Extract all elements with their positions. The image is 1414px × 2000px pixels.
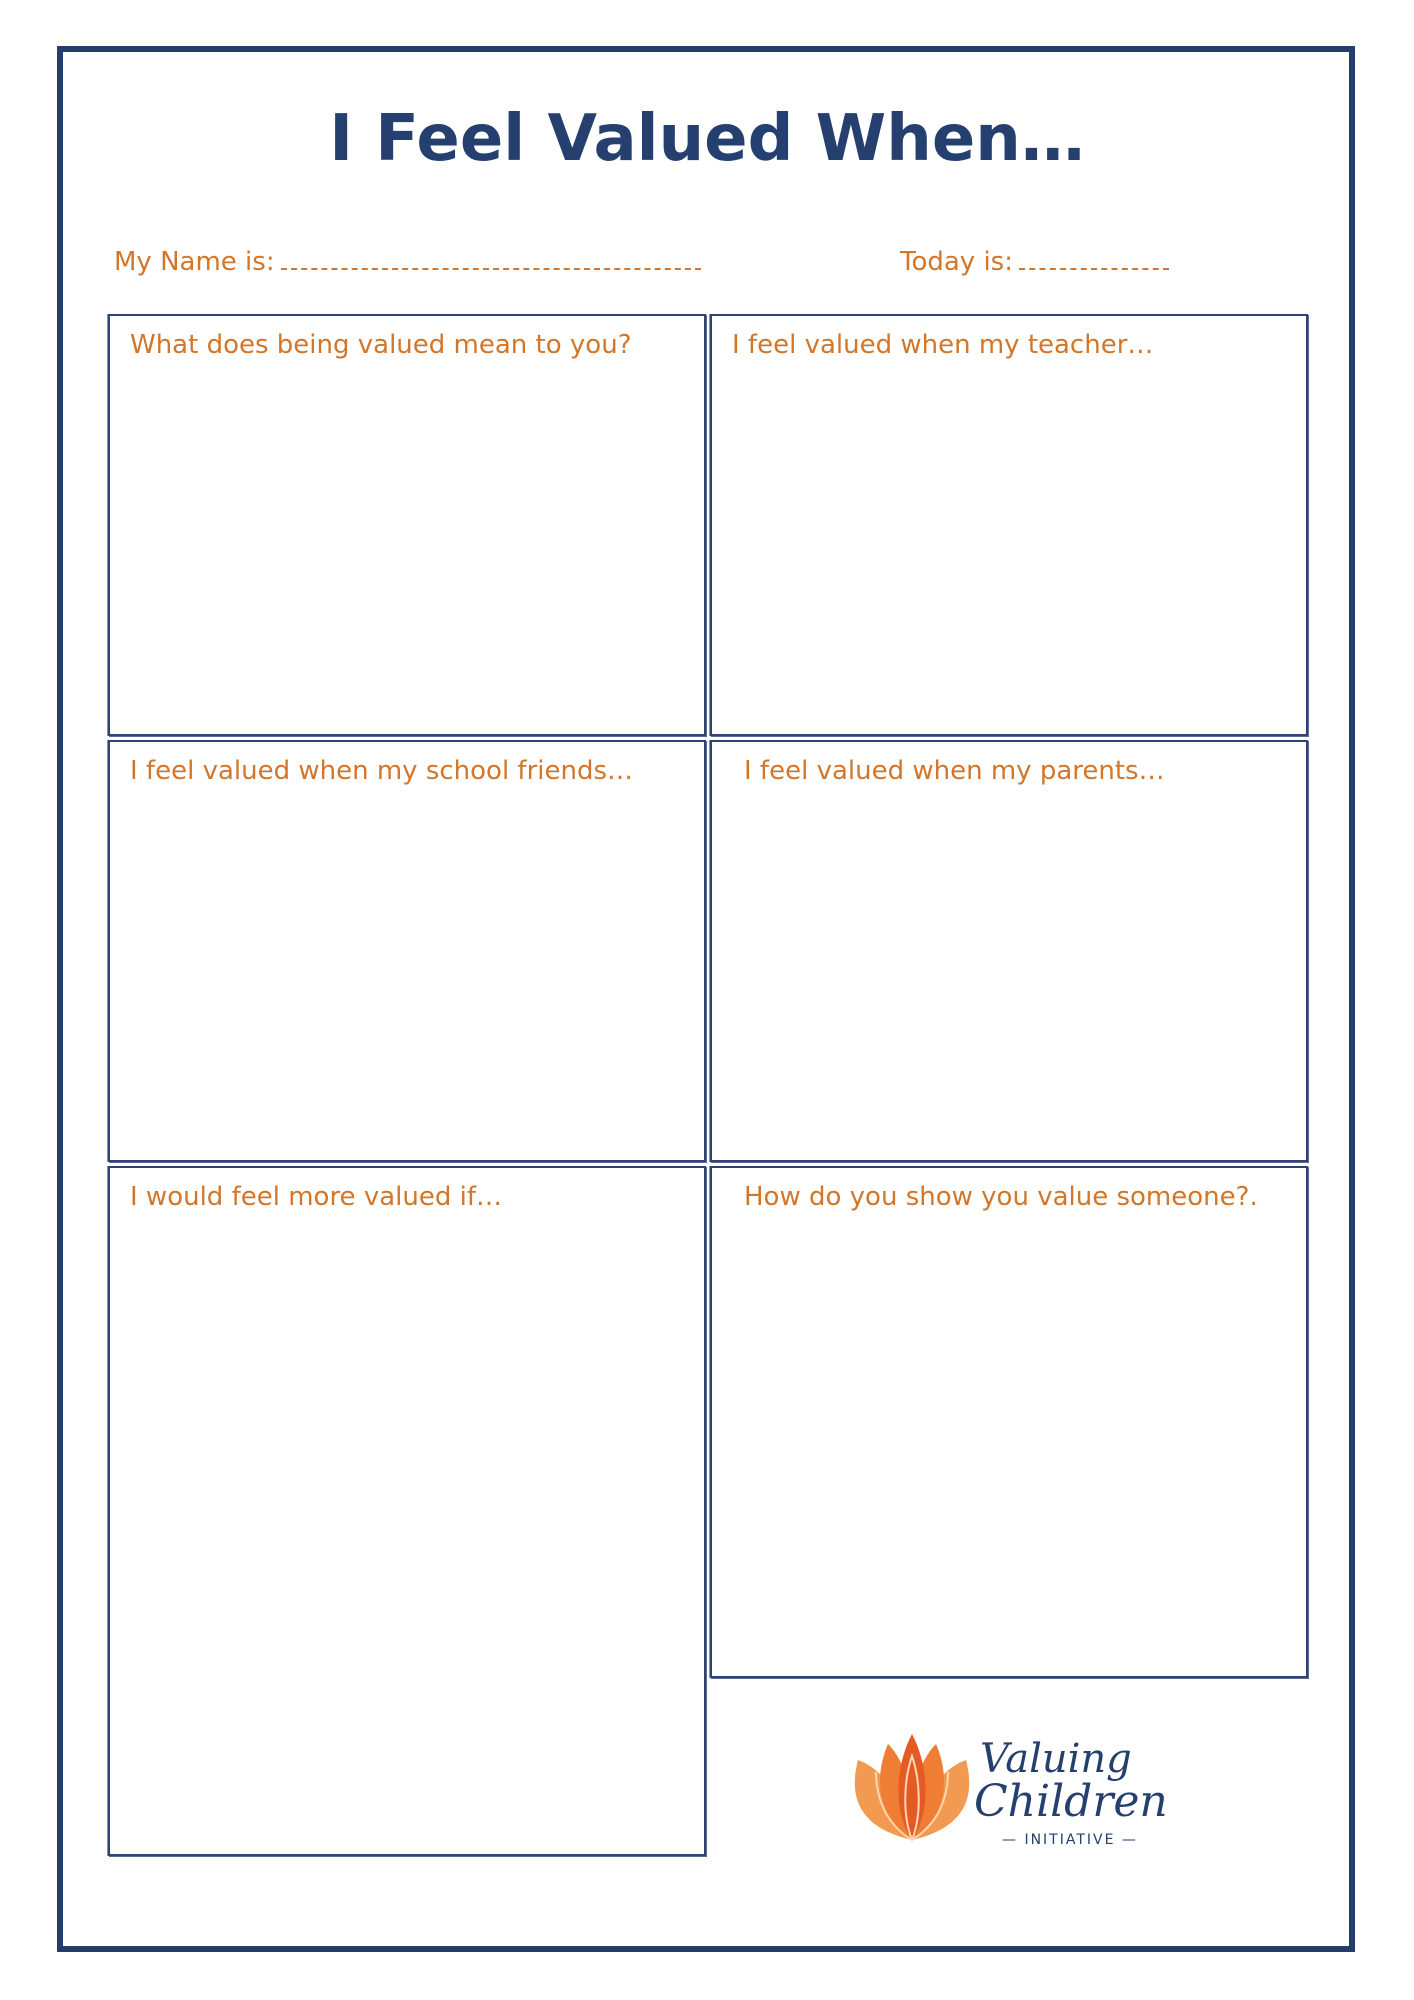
logo-line-initiative: — INITIATIVE —	[1002, 1832, 1138, 1848]
name-blank-line[interactable]	[281, 244, 701, 270]
prompt-text: What does being valued mean to you?	[130, 330, 632, 360]
prompt-box-parents[interactable]	[710, 740, 1308, 1162]
prompt-text: How do you show you value someone?.	[744, 1182, 1258, 1212]
logo-line-valuing: Valuing	[980, 1736, 1132, 1782]
name-label: My Name is:	[114, 247, 275, 277]
prompt-text: I would feel more valued if…	[130, 1182, 502, 1212]
prompt-text: I feel valued when my school friends…	[130, 756, 634, 786]
prompt-box-more-valued[interactable]	[108, 1166, 706, 1856]
name-field[interactable]	[114, 244, 701, 277]
date-label: Today is:	[900, 247, 1013, 277]
prompt-box-friends[interactable]	[108, 740, 706, 1162]
date-field[interactable]	[900, 244, 1169, 277]
prompt-box-teacher[interactable]	[710, 314, 1308, 736]
prompt-text: I feel valued when my parents…	[744, 756, 1165, 786]
date-blank-line[interactable]	[1019, 244, 1169, 270]
prompt-text: I feel valued when my teacher…	[732, 330, 1154, 360]
logo-line-children: Children	[974, 1776, 1168, 1827]
prompt-box-show-value[interactable]	[710, 1166, 1308, 1678]
page-title: I Feel Valued When…	[329, 102, 1085, 176]
prompt-box-meaning[interactable]	[108, 314, 706, 736]
